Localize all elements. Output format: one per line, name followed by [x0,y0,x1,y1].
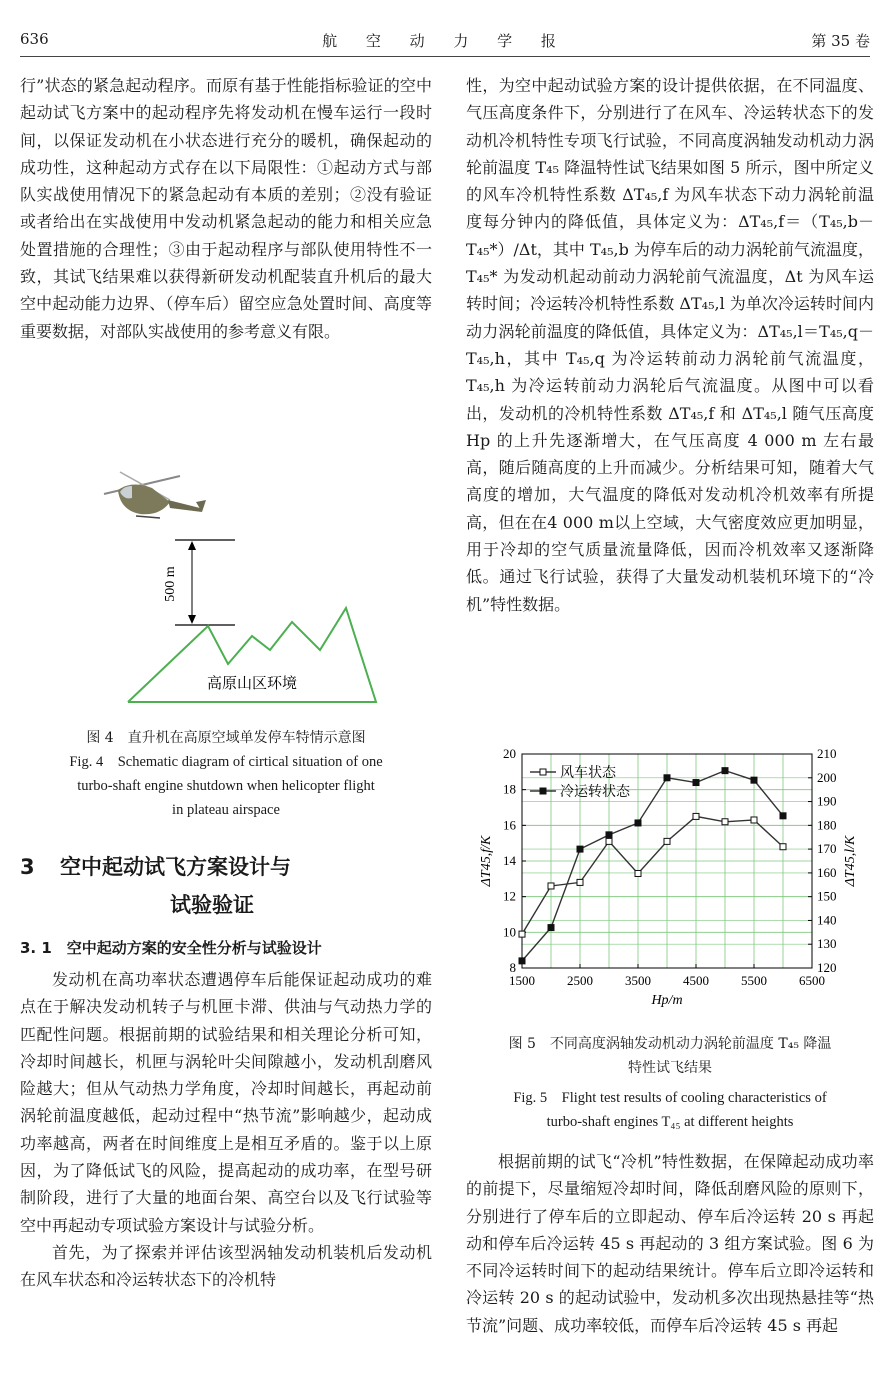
data-point-windmill [751,817,757,823]
section-number: 3 [20,855,35,879]
left-column-top [20,72,432,345]
y-right-tick-label: 190 [817,793,837,809]
section-title-line-1: 空中起动试飞方案设计与 [60,855,291,879]
figure-5-caption-cn-2: 特性试飞结果 [628,1060,712,1076]
data-point-cold-motoring [722,768,728,774]
data-point-cold-motoring [577,846,583,852]
volume-number: 第 35 卷 [811,32,870,50]
data-point-windmill [722,819,728,825]
x-tick-label: 6500 [799,973,825,988]
page-number: 636 [20,30,49,48]
data-point-cold-motoring [548,925,554,931]
legend-label: 冷运转状态 [560,784,630,800]
x-tick-label: 5500 [741,973,767,988]
left-column-bottom [20,966,432,1294]
figure-5-caption-cn-1: 图 5 不同高度涡轴发动机动力涡轮前温度 T₄₅ 降温 [508,1036,832,1052]
paragraph: 行”状态的紧急起动程序。而原有基于性能指标验证的空中起动试飞方案中的起动程序先将发动机在慢车运行一段时间，以保证发动机在小状态进行充分的暖机，确保起动的成功性，这种起动方式存在以下局限性：①起动方式与部队实战使用情况下的紧急起动有本质的差别；②没有验证或者给出在实战使用中发动机紧急起动的能力和相关应急处置措施的合理性；③由于起动程序与部队使用特性不一致，其试飞结果难以获得新研发动机配装直升机后的最大空中起动能力边界、（停车后）留空应急处置时间、高度等重要数据，对部队实战使用的参考意义有限。 [20,76,432,341]
data-point-cold-motoring [751,777,757,783]
y-left-tick-label: 18 [503,781,516,797]
y-right-tick-label: 150 [817,888,837,904]
data-point-windmill [635,870,641,876]
terrain-label: 高原山区环境 [206,674,298,692]
figure-5-caption-en-2: turbo-shaft engines T₄₅ at different heights [546,1114,794,1130]
data-point-windmill [693,813,699,819]
helicopter-icon [104,472,206,518]
data-point-cold-motoring [780,813,786,819]
legend-marker [540,769,546,775]
figure-4-caption-en-3: in plateau airspace [172,802,280,818]
figure-4-caption-cn: 图 4 直升机在高原空域单发停车特情示意图 [86,730,366,746]
data-point-windmill [577,879,583,885]
y-left-axis-label: ΔT45,f/K [479,835,494,887]
paragraph: 发动机在高功率状态遭遇停车后能保证起动成功的难点在于解决发动机转子与机匣卡滞、供油与气动热力学的匹配性问题。根据前期的试验结果和相关理论分析可知，冷却时间越长，机匣与涡轮叶尖间隙越小，发动机刮磨风险越大；但从气动热力学角度，冷却时间越长，再起动前涡轮前温度越低，起动过程中“热节流”影响越少，起动成功率越高，两者在时间维度上是相互矛盾的。鉴于以上原因，为了降低试飞的风险，提高起动的成功率，在型号研制阶段，进行了大量的地面台架、高空台以及飞行试验等空中再起动专项试验方案设计与试验分析。 [20,970,432,1235]
right-column-top [466,72,874,618]
data-point-windmill [548,883,554,889]
paragraph: 性，为空中起动试验方案的设计提供依据，在不同温度、气压高度条件下，分别进行了在风车、冷运转状态下的发动机冷机特性专项飞行试验，不同高度涡轴发动机动力涡轮前温度 T₄₅ 降温特性试飞结果如图 5 所示，图中所定义的风车冷机特性系数 ΔT₄₅,f 为风车状态下动力涡轮前温度每分钟内的降低值，具体定义为：ΔT₄₅,f＝（T₄₅,b－T₄₅*）/Δt，其中 T₄₅,b 为停车后的动力涡轮前气流温度，T₄₅* 为发动机起动前动力涡轮前气流温度，Δt 为风车运转时间；冷运转冷机特性系数 ΔT₄₅,l 为单次冷运转时间内动力涡轮前温度的降低值，具体定义为：ΔT₄₅,l＝T₄₅,q－T₄₅,h，其中 T₄₅,q 为冷运转前动力涡轮前气流温度，T₄₅,h 为冷运转前动力涡轮后气流温度。从图中可以看出，发动机的冷机特性系数 ΔT₄₅,f 和 ΔT₄₅,l 随气压高度 Hp 的上升先逐渐增大，在气压高度 4 000 m 左右最高，随后随高度的上升而减少。分析结果可知，随着大气高度的增加，大气温度的降低对发动机冷机效率有所提高，但在在4 000 m以上空域，大气密度效应更加明显，用于冷却的空气质量流量降低，因而冷机效率又逐渐降低。通过飞行试验，获得了大量发动机装机环境下的“冷机”特性数据。 [466,76,874,614]
y-left-tick-label: 14 [503,853,516,868]
page-header [20,26,870,57]
data-point-cold-motoring [664,775,670,781]
section-3-title [20,848,432,924]
section-title-line-2: 试验验证 [170,893,254,917]
figure-4-caption-en-1: Fig. 4 Schematic diagram of cirtical situation of one [69,754,383,770]
figure-5-caption-en-1: Fig. 5 Flight test results of cooling characteristics of [513,1090,827,1106]
data-point-cold-motoring [693,780,699,786]
data-point-windmill [519,931,525,937]
x-tick-label: 3500 [625,973,651,988]
legend-label: 风车状态 [560,765,616,781]
y-right-tick-label: 210 [817,746,837,761]
data-point-cold-motoring [606,832,612,838]
data-point-windmill [606,838,612,844]
y-left-tick-label: 12 [503,888,516,904]
y-right-tick-label: 180 [817,817,837,833]
y-right-tick-label: 130 [817,936,837,952]
x-tick-label: 4500 [683,973,709,988]
y-left-tick-label: 10 [503,924,516,940]
y-right-tick-label: 140 [817,912,837,928]
data-point-windmill [664,838,670,844]
x-axis-label: Hp/m [651,993,683,1008]
y-right-tick-label: 120 [817,960,837,975]
y-left-tick-label: 20 [503,746,516,761]
figure-4-diagram [20,450,432,712]
paragraph: 首先，为了探索并评估该型涡轴发动机装机后发动机在风车状态和冷运转状态下的冷机特 [20,1242,432,1290]
journal-name: 航 空 动 力 学 报 [322,32,568,50]
y-right-tick-label: 170 [817,841,837,857]
data-point-windmill [780,844,786,850]
y-right-tick-label: 200 [817,769,837,785]
y-right-tick-label: 160 [817,864,837,880]
series-line [522,816,783,934]
section-3-1-title: 3. 1 空中起动方案的安全性分析与试验设计 [20,939,322,957]
y-left-tick-label: 16 [503,817,516,833]
data-point-cold-motoring [519,958,525,964]
paragraph: 根据前期的试飞“冷机”特性数据，在保障起动成功率的前提下，尽量缩短冷却时间，降低刮磨风险的原则下，分别进行了停车后的立即起动、停车后冷运转 20 s 再起动和停车后冷运转 45 s 再起动的 3 组方案试验。图 6 为不同冷运转时间下的起动结果统计。停车后立即冷运转和冷运转 20 s 的起动试验中，发动机多次出现热悬挂等“热节流”问题、成功率较低，而停车后冷运转 45 s 再起 [466,1152,874,1335]
figure-5-chart [466,740,874,1016]
figure-4-caption-en-2: turbo-shaft engine shutdown when helicopter flight [77,778,375,794]
figure-4 [20,450,432,830]
y-right-axis-label: ΔT45,l/K [843,835,858,887]
legend-marker [540,788,546,794]
y-left-tick-label: 8 [509,960,516,975]
data-point-cold-motoring [635,820,641,826]
right-column-bottom [466,1148,874,1339]
x-tick-label: 2500 [567,973,593,988]
figure-5 [466,740,874,1134]
height-label: 500 m [163,566,178,602]
x-tick-label: 1500 [509,973,535,988]
